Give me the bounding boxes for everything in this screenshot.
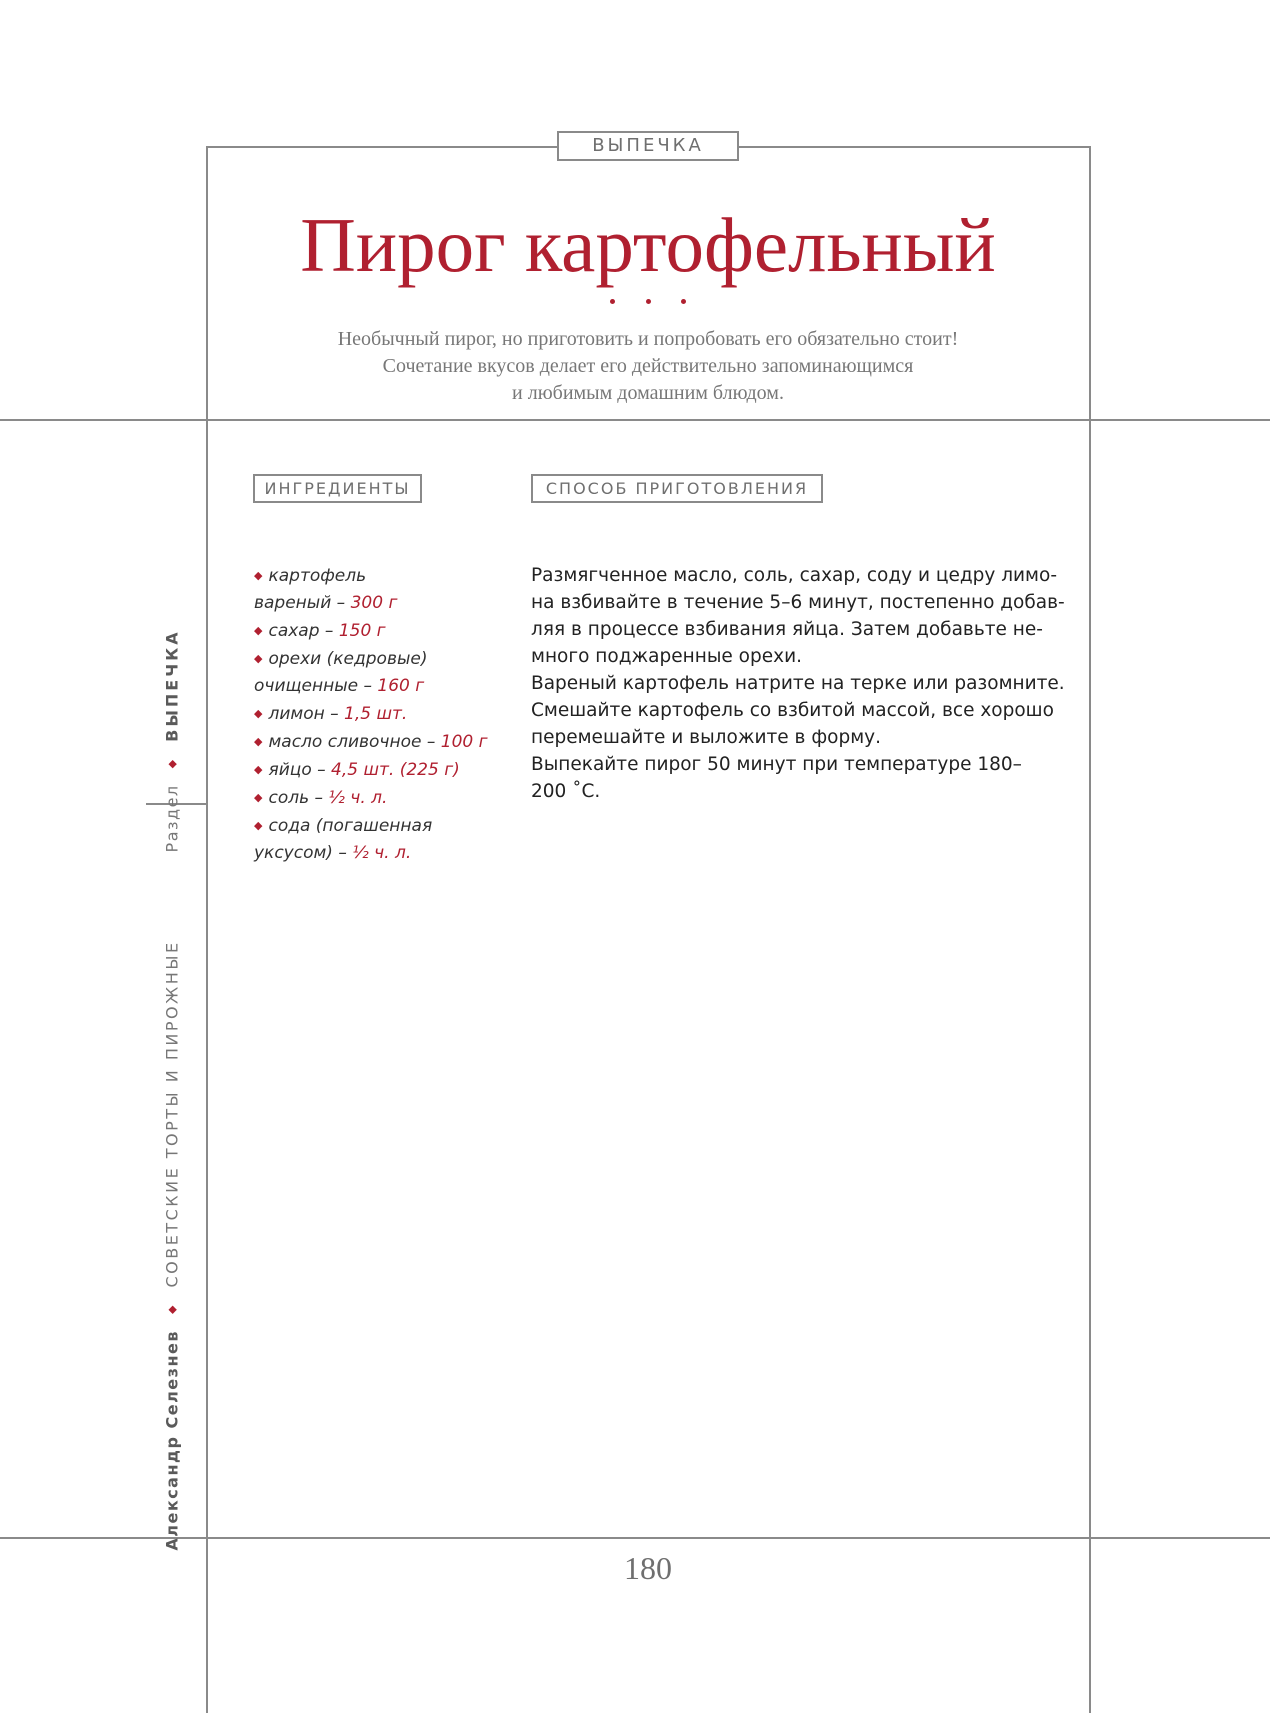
ingredient-item: ◆ сода (погашенная уксусом) – ½ ч. л.: [254, 812, 494, 867]
page-number: 180: [624, 1550, 672, 1586]
ingredient-item: ◆ картофель вареный – 300 г: [254, 562, 494, 617]
bullet-icon: ◆: [254, 707, 263, 720]
recipe-title: Пирог картофельный: [300, 202, 996, 288]
ingredient-item: ◆ соль – ½ ч. л.: [254, 784, 494, 812]
ingredient-amount: 4,5 шт. (225 г): [331, 760, 460, 780]
diamond-icon: ◆: [165, 757, 179, 769]
method-paragraph: Смешайте картофель со взбитой массой, все хорошо перемешайте и выложите в форму.: [531, 700, 1054, 748]
recipe-intro: [207, 326, 1089, 407]
method-paragraph: Размягченное масло, соль, сахар, соду и цедру лимо- на взбивайте в течение 5–6 минут, постепенно добав- ляя в процессе взбивания яйца. Затем добавьте не- много поджаренные орехи.: [531, 565, 1065, 667]
ingredient-item: ◆ яйцо – 4,5 шт. (225 г): [254, 756, 494, 784]
bullet-icon: ◆: [254, 763, 263, 776]
ingredient-amount: 150 г: [338, 621, 386, 641]
method-label: СПОСОБ ПРИГОТОВЛЕНИЯ: [531, 474, 823, 503]
ingredient-item: ◆ лимон – 1,5 шт.: [254, 700, 494, 728]
frame-right-rule: [1089, 146, 1091, 1713]
method-text: [531, 562, 1065, 805]
bullet-icon: ◆: [254, 624, 263, 637]
intro-line: Необычный пирог, но приготовить и попробовать его обязательно стоит!: [337, 328, 959, 350]
ingredient-amount: 160 г: [377, 676, 425, 696]
bullet-icon: ◆: [254, 569, 263, 582]
header-divider-rule: [0, 419, 1270, 421]
ingredients-label: ИНГРЕДИЕНТЫ: [253, 474, 422, 503]
footer-divider-rule: [0, 1537, 1270, 1539]
section-label: Раздел: [162, 784, 182, 853]
bullet-icon: ◆: [254, 735, 263, 748]
ingredient-item: ◆ масло сливочное – 100 г: [254, 728, 494, 756]
ingredient-amount: 100 г: [440, 732, 488, 752]
author-name: Александр Селезнев: [162, 1330, 182, 1551]
ingredient-amount: ½ ч. л.: [352, 843, 412, 863]
method-paragraph: Вареный картофель натрите на терке или разомните.: [531, 673, 1065, 694]
bullet-icon: ◆: [254, 652, 263, 665]
method-paragraph: Выпекайте пирог 50 минут при температуре 180– 200 ˚С.: [531, 754, 1022, 802]
ingredient-amount: ½ ч. л.: [328, 788, 388, 808]
diamond-icon: ◆: [165, 1303, 179, 1315]
ingredient-amount: 1,5 шт.: [344, 704, 408, 724]
ingredient-list: [254, 562, 494, 867]
intro-line: Сочетание вкусов делает его действительно запоминающимся: [382, 355, 914, 377]
title-ornament: [610, 299, 686, 304]
book-title: СОВЕТСКИЕ ТОРТЫ И ПИРОЖНЫЕ: [162, 940, 182, 1288]
ingredient-item: ◆ орехи (кедровые) очищенные – 160 г: [254, 645, 494, 700]
ingredient-item: ◆ сахар – 150 г: [254, 617, 494, 645]
bullet-icon: ◆: [254, 791, 263, 804]
sidebar-running-head: [163, 629, 182, 1550]
ingredient-amount: 300 г: [350, 593, 398, 613]
section-tag: ВЫПЕЧКА: [557, 131, 739, 161]
chapter-name: ВЫПЕЧКА: [162, 629, 182, 742]
bullet-icon: ◆: [254, 819, 263, 832]
intro-line: и любимым домашним блюдом.: [512, 382, 784, 404]
